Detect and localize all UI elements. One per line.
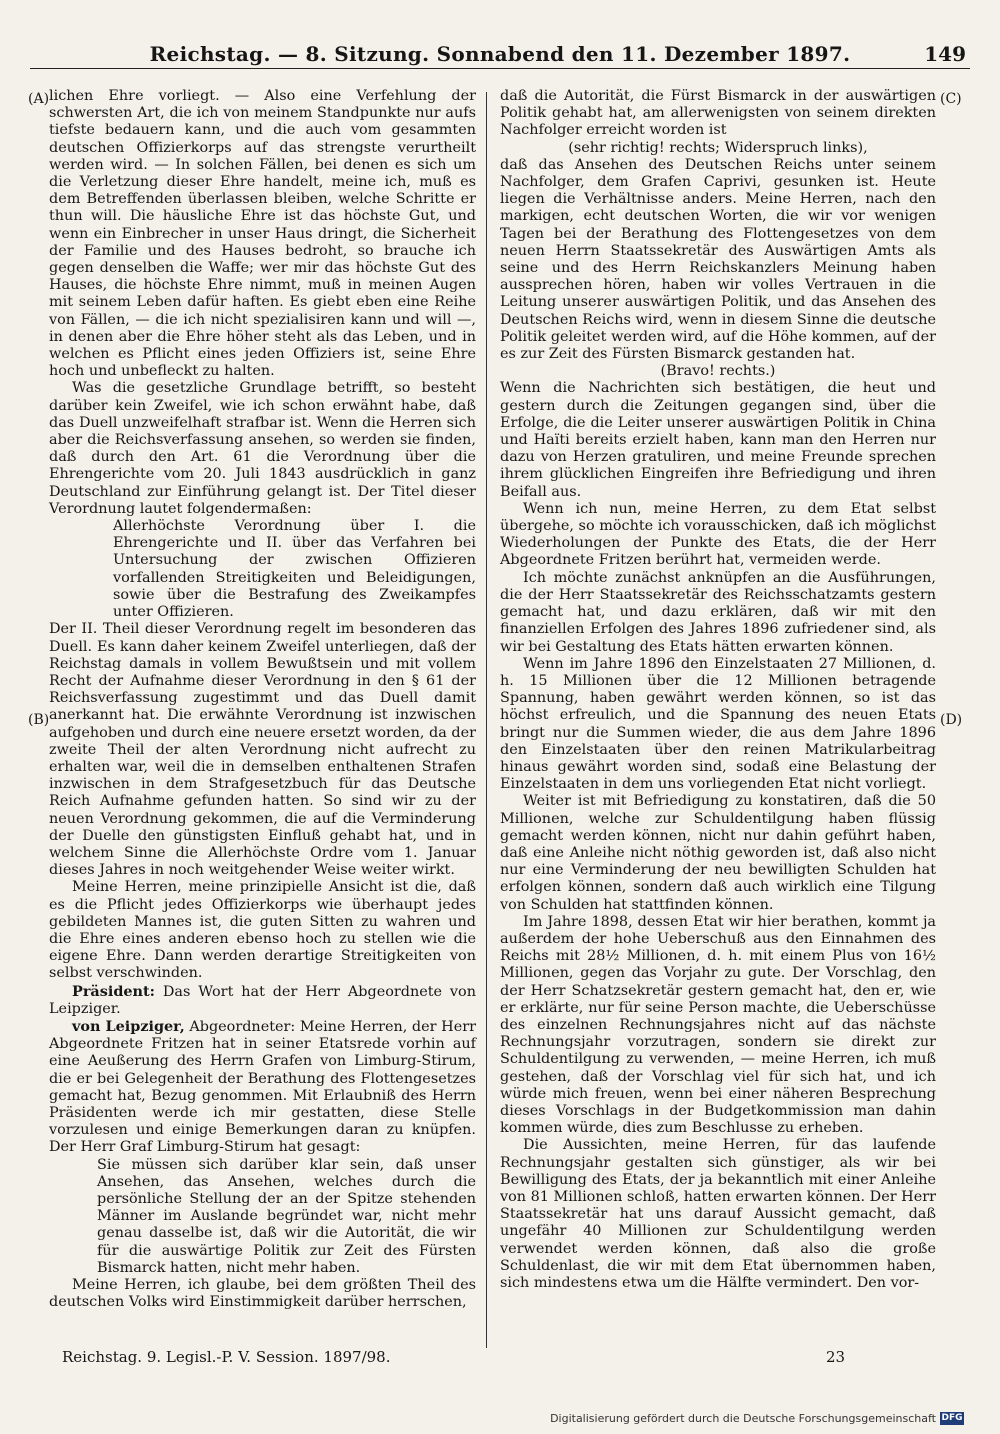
- speech-text: Das Wort hat der Herr Abgeordnete von Leipziger.: [49, 983, 476, 1017]
- quotation: Sie müssen sich darüber klar sein, daß unser Ansehen, das Ansehen, welches durch die persönliche Stellung der an der Spitze stehenden Männer im Auslande begründet war, nicht mehr genau dasselbe ist, daß wir die Autorität, die wir für die auswärtige Politik zur Zeit des Fürsten Bismarck hatten, nicht mehr haben.: [97, 1156, 476, 1276]
- margin-mark-c: (C): [940, 91, 962, 107]
- paragraph: daß die Autorität, die Fürst Bismarck in der auswärtigen Politik gehabt hat, am allerwenigsten von seinem direkten Nachfolger erreicht worden ist: [500, 88, 936, 139]
- digitization-credit: [550, 1412, 964, 1425]
- quotation: Allerhöchste Verordnung über I. die Ehrengerichte und II. über das Verfahren bei Untersuchung der zwischen Offizieren vorfallenden Streitigkeiten und Beleidigungen, sowie über die Bestrafung des Zweikampfes unter Offizieren.: [113, 518, 476, 621]
- paragraph: Meine Herren, meine prinzipielle Ansicht ist die, daß es die Pflicht jedes Offizierkorps wie überhaupt jedes gebildeten Mannes ist, die guten Sitten zu wahren und die Ehre eines anderen ebenso hoch zu stellen wie die eigene Ehre. Dann werden derartige Streitigkeiten von selbst verschwinden.: [49, 879, 476, 982]
- column-divider: [486, 92, 487, 1348]
- paragraph: Ich möchte zunächst anknüpfen an die Ausführungen, die der Herr Staatssekretär des Reichsschatzamts gestern gemacht hat, und dazu erklären, daß wir mit den finanziellen Erfolgen des Jahres 1896 zufriedener sind, als wir bei Gestaltung des Etats hätten erwarten können.: [500, 569, 936, 655]
- paragraph: Wenn die Nachrichten sich bestätigen, die heut und gestern durch die Zeitungen gegangen sind, über die Erfolge, die die Leiter unserer auswärtigen Politik in China und Haïti bereits erzielt haben, kann man den Herren nur dazu von Herzen gratuliren, und meine Freunde sprechen ihrem glücklichen Eingreifen ihre Befriedigung und ihren Beifall aus.: [500, 380, 936, 500]
- margin-mark-b: (B): [28, 712, 50, 728]
- speaker-name: von Leipziger,: [72, 1017, 185, 1035]
- paragraph: Wenn ich nun, meine Herren, zu dem Etat selbst übergehe, so möchte ich vorausschicken, daß ich möglichst Wiederholungen der Punkte des Etats, die der Herr Abgeordnete Fritzen berührt hat, vermeiden werde.: [500, 500, 936, 569]
- signature-number: 23: [826, 1348, 846, 1366]
- paragraph: Weiter ist mit Befriedigung zu konstatiren, daß die 50 Millionen, welche zur Schuldentilgung haben flüssig gemacht werden können, nicht nur dahin geführt haben, daß eine Anleihe nicht nöthig geworden ist, daß also nicht nur eine Verminderung der neu bewilligten Schulden hat erfolgen können, sondern daß auch wirklich eine Tilgung von Schulden hat stattfinden können.: [500, 793, 936, 913]
- speaker-paragraph: [49, 983, 476, 1018]
- dfg-logo-icon: DFG: [941, 1413, 963, 1423]
- speaker-paragraph: [49, 1018, 476, 1157]
- footer-imprint: Reichstag. 9. Legisl.-P. V. Session. 1897/98.: [62, 1348, 391, 1366]
- credit-text: Digitalisierung gefördert durch die Deutsche Forschungsgemeinschaft: [550, 1412, 936, 1425]
- speech-text: Abgeordneter: Meine Herren, der Herr Abgeordnete Fritzen hat in seiner Etatsrede vorhin auf eine Aeußerung des Herrn Grafen von Limburg-Stirum, die er bei Gelegenheit der Berathung des Flottengesetzes gemacht hat, Bezug genommen. Mit Erlaubniß des Herrn Präsidenten werde ich mir gestatten, diese Stelle vorzulesen und einige Bemerkungen daran zu knüpfen. Der Herr Graf Limburg-Stirum hat gesagt:: [49, 1018, 476, 1156]
- page-number: 149: [924, 42, 966, 66]
- paragraph: Der II. Theil dieser Verordnung regelt im besonderen das Duell. Es kann daher keinem Zweifel unterliegen, daß der Reichstag damals in vollem Bewußtsein und mit vollem Recht der Aufnahme dieser Verordnung in den § 61 der Reichsverfassung zugestimmt und das Duell damit anerkannt hat. Die erwähnte Verordnung ist inzwischen aufgehoben und durch eine neuere ersetzt worden, da der zweite Theil der alten Verordnung nicht aufrecht zu erhalten war, weil die in demselben enthaltenen Strafen inzwischen in dem Strafgesetzbuch für das Deutsche Reich Aufnahme gefunden hatten. So sind wir zu der neuen Verordnung gekommen, die auf die Verminderung der Duelle den günstigsten Einfluß gehabt hat, und in welchem Sinne die Allerhöchste Ordre vom 1. Januar dieses Jahres in noch weitgehender Weise weiter wirkt.: [49, 621, 477, 879]
- right-column: [500, 88, 936, 1292]
- paragraph: Die Aussichten, meine Herren, für das laufende Rechnungsjahr gestalten sich günstiger, als wir bei Bewilligung des Etats, der ja bekanntlich mit einer Anleihe von 81 Millionen schloß, hatten erwarten können. Der Herr Staatssekretär hat uns darauf Aussicht gemacht, daß ungefähr 40 Millionen zur Schuldentilgung werden verwendet werden können, daß also die große Schuldenlast, die wir mit dem Etat übernommen haben, sich mindestens etwa um die Hälfte vermindert. Den vor-: [500, 1137, 936, 1292]
- margin-mark-d: (D): [940, 712, 963, 728]
- paragraph: daß das Ansehen des Deutschen Reichs unter seinem Nachfolger, dem Grafen Caprivi, gesunken ist. Heute liegen die Verhältnisse anders. Meine Herren, nach den markigen, echt deutschen Worten, die wir vor wenigen Tagen bei der Berathung des Flottengesetzes von dem neuen Herrn Staatssekretär des Auswärtigen Amts als seine und des Herrn Reichskanzlers Meinung haben aussprechen hören, haben wir volles Vertrauen in die Leitung unserer auswärtigen Politik, und das Ansehen des Deutschen Reichs wird, wenn in diesem Sinne die deutsche Politik geleitet werden wird, auf die Höhe kommen, auf der es zur Zeit des Fürsten Bismarck gestanden hat.: [500, 156, 936, 363]
- page-header: [30, 38, 970, 69]
- paragraph: Wenn im Jahre 1896 den Einzelstaaten 27 Millionen, d. h. 15 Millionen über die 12 Millionen betragende Spannung, haben gewährt werden können, so ist das höchst erfreulich, und die Spannung des neuen Etats bringt nur die Summen wieder, die aus dem Jahre 1896 den Einzelstaaten über den reinen Matrikularbeitrag hinaus gewährt worden sind, sodaß eine Belastung der Einzelstaaten in dem uns vorliegenden Etat nicht vorliegt.: [500, 655, 936, 793]
- margin-mark-a: (A): [28, 91, 50, 107]
- interjection: (Bravo! rechts.): [660, 363, 776, 380]
- paragraph: Was die gesetzliche Grundlage betrifft, so besteht darüber kein Zweifel, wie ich schon erwähnt habe, daß das Duell unzweifelhaft strafbar ist. Wenn die Herren sich aber die Reichsverfassung ansehen, so werden sie finden, daß durch den Art. 61 die Verordnung über die Ehrengerichte vom 20. Juli 1843 ausdrücklich in ganz Deutschland zur Einführung gelangt ist. Der Titel dieser Verordnung lautet folgendermaßen:: [49, 380, 476, 517]
- interjection: (sehr richtig! rechts; Widerspruch links),: [568, 139, 868, 156]
- paragraph: lichen Ehre vorliegt. — Also eine Verfehlung der schwersten Art, die ich von meinem Standpunkte nur aufs tiefste bedauern kann, und die auch vom gesammten deutschen Offizierkorps auf das strengste verurtheilt werden wird. — In solchen Fällen, bei denen es sich um die Verletzung dieser Ehre handelt, meine ich, muß es dem Betreffenden überlassen bleiben, welche Schritte er thun will. Die häusliche Ehre ist das höchste Gut, und wenn ein Einbrecher in unser Haus dringt, die Sicherheit der Familie und des Hauses bedroht, so brauche ich gegen denselben die Waffe; wer mir das höchste Gut des Hauses, die höchste Ehre nimmt, muß in meinen Augen mit seinem Leben dafür haften. Es giebt eben eine Reihe von Fällen, — die ich nicht spezialisiren kann und will —, in denen aber die Ehre höher steht als das Leben, und in welchen es Pflicht eines jeden Offiziers ist, seine Ehre hoch und unbefleckt zu halten.: [49, 88, 476, 380]
- speaker-name: Präsident:: [72, 982, 155, 1000]
- left-column: [49, 88, 476, 1311]
- paragraph: Im Jahre 1898, dessen Etat wir hier berathen, kommt ja außerdem der hohe Ueberschuß aus den Einnahmen des Reichs mit 28½ Millionen, d. h. mit einem Plus von 16½ Millionen, gegen das Vorjahr zu gute. Der Vorschlag, den der Herr Schatzsekretär gestern gemacht hat, den er, wie er erklärte, nur für seine Person machte, die Ueberschüsse des einzelnen Rechnungsjahres nicht auf das nächste Rechnungsjahr vorzutragen, sondern sie direkt zur Schuldentilgung zu verwenden, — meine Herren, ich muß gestehen, daß der Vorschlag viel für sich hat, und ich würde mich freuen, wenn bei einer näheren Besprechung dieses Vorschlags in der Budgetkommission man dahin kommen würde, dies zum Beschlusse zu erheben.: [500, 913, 936, 1137]
- header-title: Reichstag. — 8. Sitzung. Sonnabend den 11. Dezember 1897.: [149, 42, 851, 66]
- paragraph: Meine Herren, ich glaube, bei dem größten Theil des deutschen Volks wird Einstimmigkeit darüber herrschen,: [49, 1277, 476, 1311]
